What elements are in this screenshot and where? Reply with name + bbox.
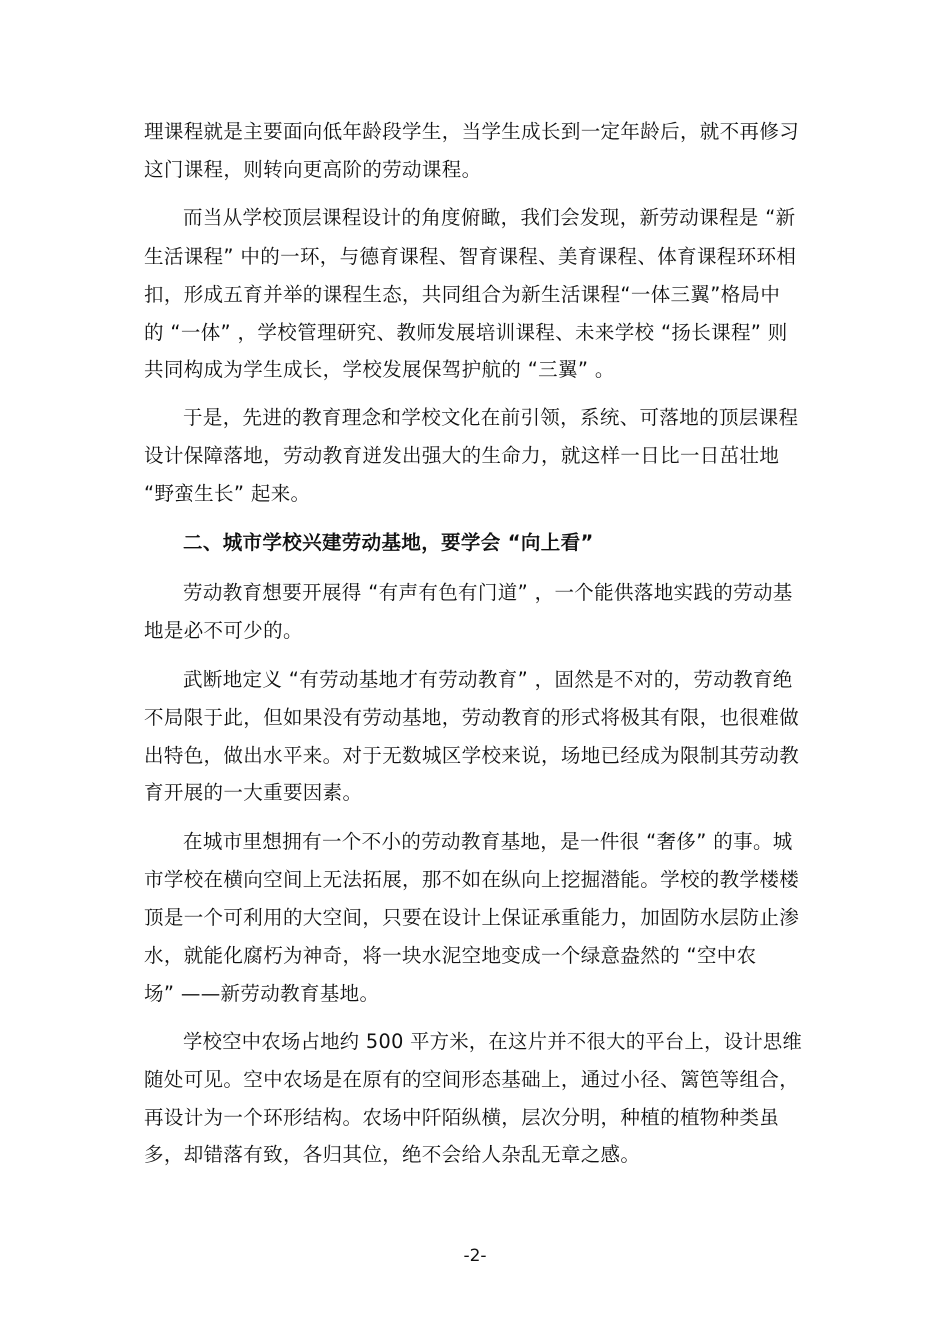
text-line: 水，就能化腐朽为神奇，将一块水泥空地变成一个绿意盎然的 “空中农 bbox=[144, 944, 757, 967]
page-number: -2- bbox=[463, 1246, 487, 1266]
text-line: 市学校在横向空间上无法拓展，那不如在纵向上挖掘潜能。学校的教学楼楼 bbox=[144, 868, 800, 891]
text-line: 出特色，做出水平来。对于无数城区学校来说，场地已经成为限制其劳动教 bbox=[144, 744, 800, 767]
text-line: 而当从学校顶层课程设计的角度俯瞰，我们会发现，新劳动课程是 “新 bbox=[183, 206, 796, 229]
text-line: 随处可见。空中农场是在原有的空间形态基础上，通过小径、篱笆等组合， bbox=[144, 1068, 800, 1091]
text-line: 育开展的一大重要因素。 bbox=[144, 781, 363, 804]
text-line: 场” ——新劳动教育基地。 bbox=[144, 982, 380, 1005]
text-line: 学校空中农场占地约 500 平方米，在这片并不很大的平台上，设计思维 bbox=[183, 1030, 803, 1053]
text-line: “野蛮生长” 起来。 bbox=[144, 482, 311, 505]
text-line: 理课程就是主要面向低年龄段学生，当学生成长到一定年龄后，就不再修习 bbox=[144, 120, 800, 143]
text-line: 在城市里想拥有一个不小的劳动教育基地，是一件很 “奢侈” 的事。城 bbox=[183, 830, 793, 853]
text-line: 这门课程，则转向更高阶的劳动课程。 bbox=[144, 158, 482, 181]
section-heading: 二、城市学校兴建劳动基地，要学会 “向上看” bbox=[183, 531, 594, 554]
text-line: 生活课程” 中的一环，与德育课程、智育课程、美育课程、体育课程环环相 bbox=[144, 245, 797, 268]
text-line: 的 “一体” ，学校管理研究、教师发展培训课程、未来学校 “扬长课程” 则 bbox=[144, 321, 788, 344]
text-line: 武断地定义 “有劳动基地才有劳动教育” ，固然是不对的，劳动教育绝 bbox=[183, 668, 793, 691]
text-line: 于是，先进的教育理念和学校文化在前引领，系统、可落地的顶层课程 bbox=[183, 406, 799, 429]
text-line: 地是必不可少的。 bbox=[144, 619, 303, 642]
text-line: 共同构成为学生成长，学校发展保驾护航的 “三翼” 。 bbox=[144, 358, 615, 381]
text-line: 扣，形成五育并举的课程生态，共同组合为新生活课程“一体三翼”格局中 bbox=[144, 283, 781, 306]
text-line: 不局限于此，但如果没有劳动基地，劳动教育的形式将极其有限，也很难做 bbox=[144, 706, 800, 729]
text-line: 顶是一个可利用的大空间，只要在设计上保证承重能力，加固防水层防止渗 bbox=[144, 906, 800, 929]
text-line: 再设计为一个环形结构。农场中阡陌纵横，层次分明，种植的植物种类虽 bbox=[144, 1106, 780, 1129]
text-line: 劳动教育想要开展得 “有声有色有门道” ，一个能供落地实践的劳动基 bbox=[183, 581, 793, 604]
text-line: 多，却错落有致，各归其位，绝不会给人杂乱无章之感。 bbox=[144, 1143, 641, 1166]
text-line: 设计保障落地，劳动教育迸发出强大的生命力，就这样一日比一日茁壮地 bbox=[144, 444, 780, 467]
